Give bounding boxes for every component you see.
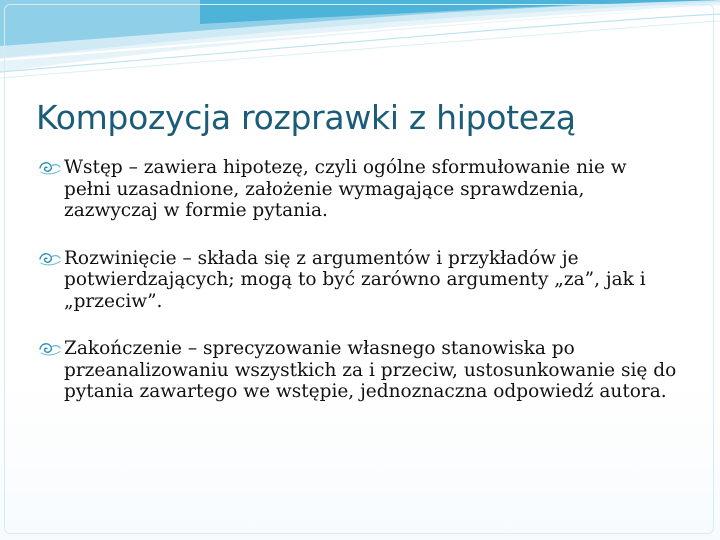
bullet-text: Rozwinięcie – składa się z argumentów i przykładów je potwierdzających; mogą to być zarówno argumenty „za”, jak i „przeciw”. xyxy=(64,247,646,312)
bullet-text: Zakończenie – sprecyzowanie własnego stanowiska po przeanalizowaniu wszystkich za i przeciw, ustosunkowanie się do pytania zawartego we wstępie, jednoznaczna odpowiedź autora. xyxy=(64,338,677,402)
bullet-item-wstep xyxy=(38,157,678,222)
bullet-text: Wstęp – zawiera hipotezę, czyli ogólne sformułowanie nie w pełni uzasadnione, założenie wymagające sprawdzenia, zazwyczaj w formie pytania. xyxy=(64,157,627,221)
swirl-bullet-icon xyxy=(38,251,62,267)
bullet-list xyxy=(38,157,678,429)
bullet-item-zakonczenie xyxy=(38,338,678,403)
swirl-bullet-icon xyxy=(38,160,62,176)
slide-title: Kompozycja rozprawki z hipotezą xyxy=(36,98,576,137)
header-wave-decoration xyxy=(0,0,720,90)
swirl-bullet-icon xyxy=(38,341,62,357)
bullet-item-rozwiniecie xyxy=(38,248,678,313)
